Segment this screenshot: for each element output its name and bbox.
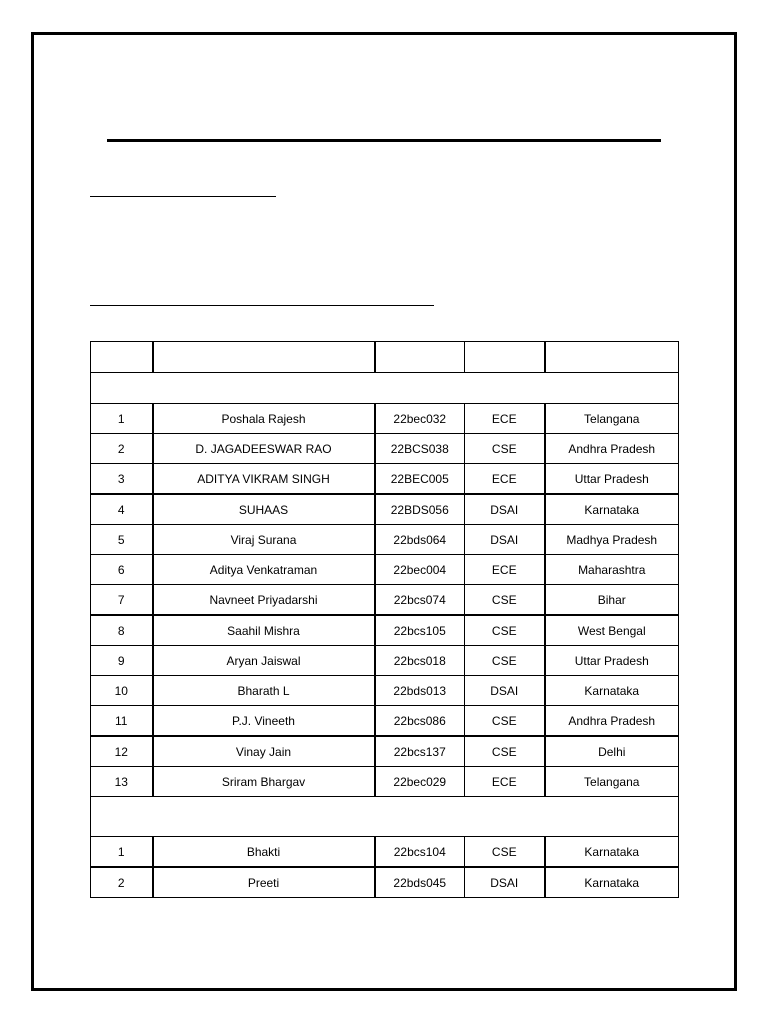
cell-state: Telangana bbox=[545, 404, 679, 434]
cell-sn: 9 bbox=[91, 646, 153, 676]
cell-state: Delhi bbox=[545, 736, 679, 767]
cell-branch: CSE bbox=[465, 615, 545, 646]
cell-roll: 22bcs105 bbox=[375, 615, 465, 646]
table-row bbox=[91, 404, 679, 434]
cell-roll: 22BCS038 bbox=[375, 434, 465, 464]
cell-state: Madhya Pradesh bbox=[545, 525, 679, 555]
table-row bbox=[91, 615, 679, 646]
cell-sn: 7 bbox=[91, 585, 153, 616]
header-cell-roll bbox=[375, 342, 465, 373]
table-row bbox=[91, 706, 679, 737]
cell-name: Vinay Jain bbox=[153, 736, 375, 767]
section-header-row bbox=[91, 373, 679, 404]
cell-roll: 22bec032 bbox=[375, 404, 465, 434]
header-cell-branch bbox=[465, 342, 545, 373]
cell-state: Karnataka bbox=[545, 494, 679, 525]
cell-name: Sriram Bhargav bbox=[153, 767, 375, 797]
cell-branch: CSE bbox=[465, 706, 545, 737]
section-label bbox=[91, 373, 679, 404]
cell-sn: 1 bbox=[91, 837, 153, 868]
cell-name: Bharath L bbox=[153, 676, 375, 706]
cell-branch: DSAI bbox=[465, 525, 545, 555]
cell-name: P.J. Vineeth bbox=[153, 706, 375, 737]
cell-name: Bhakti bbox=[153, 837, 375, 868]
cell-sn: 12 bbox=[91, 736, 153, 767]
cell-state: Karnataka bbox=[545, 837, 679, 868]
cell-state: Maharashtra bbox=[545, 555, 679, 585]
table-row bbox=[91, 434, 679, 464]
table-header-row bbox=[91, 342, 679, 373]
cell-name: Viraj Surana bbox=[153, 525, 375, 555]
cell-branch: ECE bbox=[465, 404, 545, 434]
cell-roll: 22bds013 bbox=[375, 676, 465, 706]
cell-sn: 1 bbox=[91, 404, 153, 434]
student-table bbox=[90, 341, 679, 898]
cell-sn: 3 bbox=[91, 464, 153, 495]
cell-roll: 22bec029 bbox=[375, 767, 465, 797]
cell-sn: 11 bbox=[91, 706, 153, 737]
table-row bbox=[91, 837, 679, 868]
table-row bbox=[91, 736, 679, 767]
cell-sn: 4 bbox=[91, 494, 153, 525]
cell-name: ADITYA VIKRAM SINGH bbox=[153, 464, 375, 495]
cell-state: West Bengal bbox=[545, 615, 679, 646]
caption-underline bbox=[90, 305, 434, 306]
section-header-row bbox=[91, 797, 679, 837]
cell-roll: 22bds045 bbox=[375, 867, 465, 898]
cell-roll: 22bcs104 bbox=[375, 837, 465, 868]
table-row bbox=[91, 585, 679, 616]
cell-sn: 6 bbox=[91, 555, 153, 585]
cell-state: Bihar bbox=[545, 585, 679, 616]
header-cell-state bbox=[545, 342, 679, 373]
table-row bbox=[91, 525, 679, 555]
table-row bbox=[91, 646, 679, 676]
cell-sn: 2 bbox=[91, 867, 153, 898]
table-row bbox=[91, 555, 679, 585]
cell-sn: 2 bbox=[91, 434, 153, 464]
table-row bbox=[91, 767, 679, 797]
cell-name: Saahil Mishra bbox=[153, 615, 375, 646]
cell-roll: 22BEC005 bbox=[375, 464, 465, 495]
cell-name: Preeti bbox=[153, 867, 375, 898]
table-row bbox=[91, 494, 679, 525]
cell-roll: 22bds064 bbox=[375, 525, 465, 555]
cell-state: Andhra Pradesh bbox=[545, 434, 679, 464]
cell-name: Aryan Jaiswal bbox=[153, 646, 375, 676]
cell-state: Karnataka bbox=[545, 867, 679, 898]
subtitle-underline bbox=[90, 196, 276, 197]
cell-branch: ECE bbox=[465, 464, 545, 495]
cell-branch: DSAI bbox=[465, 676, 545, 706]
cell-branch: CSE bbox=[465, 837, 545, 868]
header-cell-sn bbox=[91, 342, 153, 373]
cell-state: Uttar Pradesh bbox=[545, 646, 679, 676]
cell-name: D. JAGADEESWAR RAO bbox=[153, 434, 375, 464]
cell-state: Andhra Pradesh bbox=[545, 706, 679, 737]
cell-name: Poshala Rajesh bbox=[153, 404, 375, 434]
cell-branch: DSAI bbox=[465, 867, 545, 898]
cell-state: Uttar Pradesh bbox=[545, 464, 679, 495]
table-row bbox=[91, 676, 679, 706]
header-cell-name bbox=[153, 342, 375, 373]
title-underline bbox=[107, 139, 661, 142]
cell-state: Telangana bbox=[545, 767, 679, 797]
cell-sn: 10 bbox=[91, 676, 153, 706]
cell-branch: ECE bbox=[465, 767, 545, 797]
cell-sn: 8 bbox=[91, 615, 153, 646]
cell-sn: 5 bbox=[91, 525, 153, 555]
table-row bbox=[91, 464, 679, 495]
cell-name: Navneet Priyadarshi bbox=[153, 585, 375, 616]
cell-roll: 22bcs086 bbox=[375, 706, 465, 737]
cell-roll: 22bcs137 bbox=[375, 736, 465, 767]
cell-branch: DSAI bbox=[465, 494, 545, 525]
cell-branch: CSE bbox=[465, 736, 545, 767]
cell-sn: 13 bbox=[91, 767, 153, 797]
section-label bbox=[91, 797, 679, 837]
cell-name: Aditya Venkatraman bbox=[153, 555, 375, 585]
cell-name: SUHAAS bbox=[153, 494, 375, 525]
cell-branch: CSE bbox=[465, 434, 545, 464]
cell-branch: ECE bbox=[465, 555, 545, 585]
cell-state: Karnataka bbox=[545, 676, 679, 706]
cell-roll: 22bec004 bbox=[375, 555, 465, 585]
cell-roll: 22bcs074 bbox=[375, 585, 465, 616]
cell-branch: CSE bbox=[465, 646, 545, 676]
cell-roll: 22bcs018 bbox=[375, 646, 465, 676]
cell-branch: CSE bbox=[465, 585, 545, 616]
table-row bbox=[91, 867, 679, 898]
cell-roll: 22BDS056 bbox=[375, 494, 465, 525]
